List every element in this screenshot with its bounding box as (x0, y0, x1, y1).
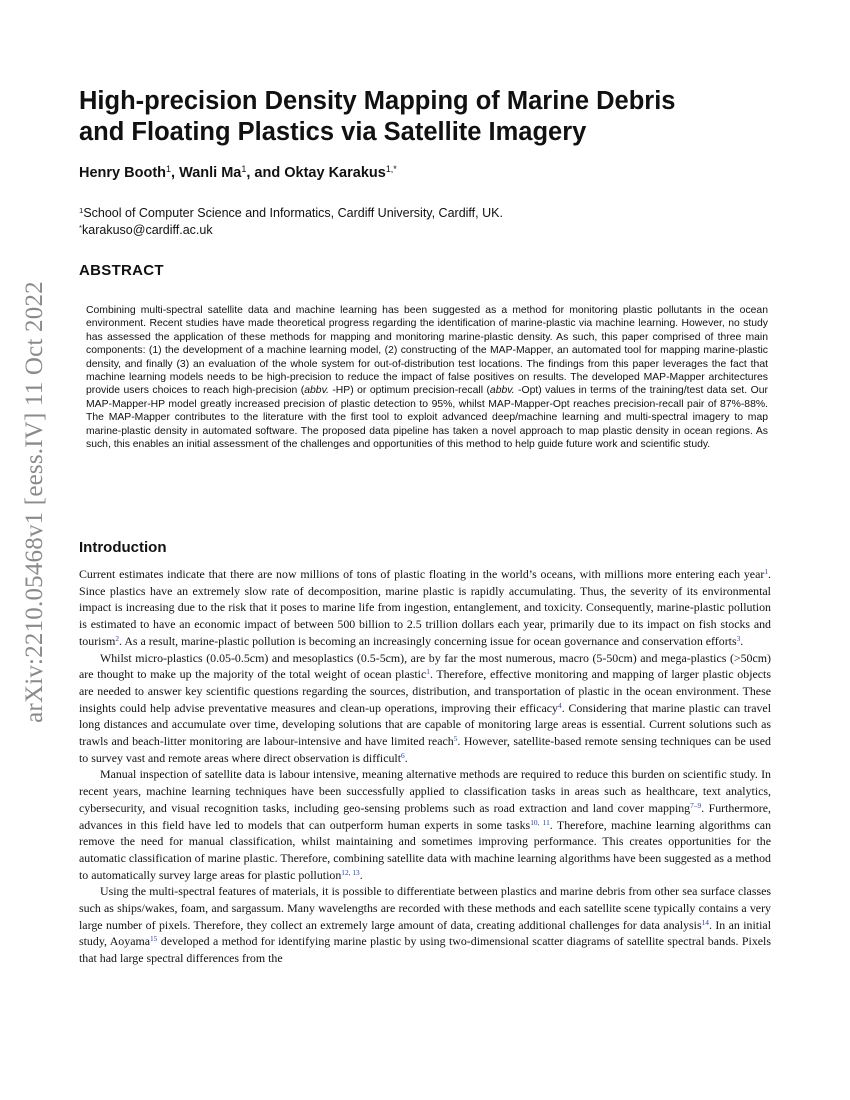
author-name: Henry Booth (79, 165, 166, 181)
intro-paragraph-4 (79, 883, 771, 967)
citation-link[interactable]: 7–9 (690, 800, 702, 810)
citation-link[interactable]: 1 (764, 566, 769, 576)
abstract-part: Combining multi-spectral satellite data and machine learning has been suggested as a method for monitoring plastic pollutants in the ocean environment. Recent studies have made theoretical progress regarding the identification of marine-plastic via machine learning. However, no study has assessed the application of these methods for mapping and monitoring marine-plastic density. As such, this paper comprised of three main components: (1) the development of a machine learning model, (2) constructing of the MAP-Mapper, an automated tool for mapping marine-plastic density, and finally (3) an evaluation of the whole system for out-of-distribution test locations. The findings from this paper leverages the fact that machine learning models needs to be high-precision to reduce the impact of false positives on results. The developed MAP-Mapper architectures provide users choices to reach high-precision ( (86, 305, 768, 397)
author-affiliation-mark: 1 (166, 164, 171, 175)
title-line-1: High-precision Density Mapping of Marine Debris (79, 87, 676, 115)
paragraph-text: Manual inspection of satellite data is labour intensive, meaning alternative methods are required to reduce this burden on scientific study. In recent years, machine learning techniques have been successfully applied to classification tasks in areas such as healthcare, text analytics, cybersecurity, and visual recognition tasks, including geo-sensing problems such as road extraction and land cover mapping (79, 767, 771, 815)
intro-paragraph-2 (79, 650, 771, 767)
paragraph-text: . Therefore, effective monitoring and mapping of larger plastic objects are needed to answer key scientific questions regarding the sources, distribution, and transportation of plastic in the ocean environment. These insights could help advise preventative measures and clean-up operations, improving their efficacy (79, 667, 771, 715)
paragraph-text: . In an initial study, Aoyama (79, 917, 771, 949)
abstract-heading: ABSTRACT (79, 262, 164, 279)
paragraph-text: . Furthermore, advances in this field have led to models that can outperform human experts in some tasks (79, 800, 771, 832)
author-separator: , (171, 165, 180, 181)
paragraph-text: . (740, 633, 744, 648)
paragraph-text: . Since plastics have an extremely slow rate of decomposition, marine plastic is rapidly accumulating. Thus, the severity of its environmental impact is increasing due to the risk that it poses to marine life from ingestion, entanglement, and toxicity. Consequently, marine-plastic pollution is estimated to have an economic impact of between 500 billion to 2.5 trillion dollars each year, primarily due to its impact on fish stocks and tourism (79, 567, 771, 648)
author-name: Oktay Karakus (284, 165, 386, 181)
affiliation-mark: 1 (79, 205, 84, 215)
citation-link[interactable]: 6 (401, 750, 405, 760)
citation-link[interactable]: 3 (736, 633, 741, 643)
intro-paragraph-1 (79, 566, 771, 650)
paragraph-text: Using the multi-spectral features of materials, it is possible to differentiate between plastics and marine debris from other sea surface classes such as ships/wakes, foam, and sargassum. Many wavelengths are recorded with these methods and each satellite scene typically contains a very large number of pixels. Therefore, they collect an extremely large amount of data, creating additional challenges for data analysis (79, 884, 771, 932)
affiliation-text: School of Computer Science and Informatics, Cardiff University, Cardiff, UK. (83, 206, 503, 220)
paragraph-text: developed a method for identifying marine plastic by using two-dimensional scatter diagrams of satellite spectral bands. Pixels that had large spectral differences from the (79, 934, 771, 966)
author-affiliation-mark: 1,* (385, 164, 397, 175)
abstract-part: -HP) or optimum precision-recall ( (328, 385, 490, 397)
paragraph-text: . (359, 867, 363, 882)
arxiv-identifier: arXiv:2210.05468v1 [eess.IV] 11 Oct 2022 (21, 281, 48, 723)
affiliations (79, 205, 503, 239)
introduction-heading: Introduction (79, 539, 167, 556)
author-name: Wanli Ma (179, 165, 242, 181)
citation-link[interactable]: 4 (558, 700, 562, 710)
title-line-2: and Floating Plastics via Satellite Imagery (79, 118, 587, 146)
abstract-abbreviation: abbv. (304, 385, 329, 397)
citation-link[interactable]: 12, 13 (341, 867, 360, 877)
abstract-text (86, 304, 768, 451)
paragraph-text: . Considering that marine plastic can travel long distances and accumulate over time, developing solutions that are capable of monitoring large areas is essential. Current solutions such as trawls and beach-litter monitoring are labour-intensive and have limited reach (79, 700, 771, 749)
paragraph-text: . As a result, marine-plastic pollution is becoming an increasingly concerning issue for ocean governance and conservation efforts (119, 633, 737, 648)
email-mark: * (79, 222, 83, 232)
paragraph-text: Whilst micro-plastics (0.05-0.5cm) and mesoplastics (0.5-5cm), are by far the most numerous, macro (5-50cm) and mega-plastics (>50cm) are thought to make up the majority of the total weight of ocean plastic (79, 650, 771, 682)
citation-link[interactable]: 5 (453, 733, 458, 743)
paper-title (79, 86, 779, 148)
corresponding-email: karakuso@cardiff.ac.uk (82, 223, 213, 237)
citation-link[interactable]: 2 (115, 633, 120, 643)
paragraph-text: Current estimates indicate that there are now millions of tons of plastic floating in the world’s oceans, with millions more entering each year (79, 567, 765, 581)
author-affiliation-mark: 1 (241, 164, 247, 175)
introduction-body (79, 566, 771, 967)
abstract-part: -Opt) values in terms of the training/test data set. Our MAP-Mapper-HP model greatly increased precision of plastic detection to 95%, whilst MAP-Mapper-Opt reaches precision-recall pair of 87%-88%. The MAP-Mapper contributes to the literature with the first tool to exploit advanced deep/machine learning and multi-spectral imagery to map marine-plastic density in automated software. The proposed data pipeline has taken a novel approach to map plastic density in ocean regions. As such, this enables an initial assessment of the challenges and opportunities of this method to help guide future work and scientific study. (86, 385, 768, 451)
paragraph-text: . (404, 750, 408, 765)
citation-link[interactable]: 1 (426, 667, 430, 677)
abstract-abbreviation: abbv. (489, 385, 515, 397)
citation-link[interactable]: 15 (150, 934, 158, 944)
paragraph-text: . Therefore, machine learning algorithms can remove the need for manual classification, whilst maintaining and sometimes improving performance. This creates opportunities for the automatic classification of marine plastic. Therefore, combining satellite data with machine learning algorithms have been suggested as a method to automatically survey large areas for plastic pollution (79, 817, 772, 882)
intro-paragraph-3 (79, 766, 771, 883)
citation-link[interactable]: 10, 11 (530, 817, 550, 827)
author-separator: , and (246, 165, 285, 181)
arxiv-identifier-sidebar (12, 281, 58, 723)
author-list (79, 164, 397, 182)
paragraph-text: . However, satellite-based remote sensing techniques can be used to survey vast and remote areas where direct observation is difficult (79, 734, 771, 765)
citation-link[interactable]: 14 (701, 917, 709, 927)
